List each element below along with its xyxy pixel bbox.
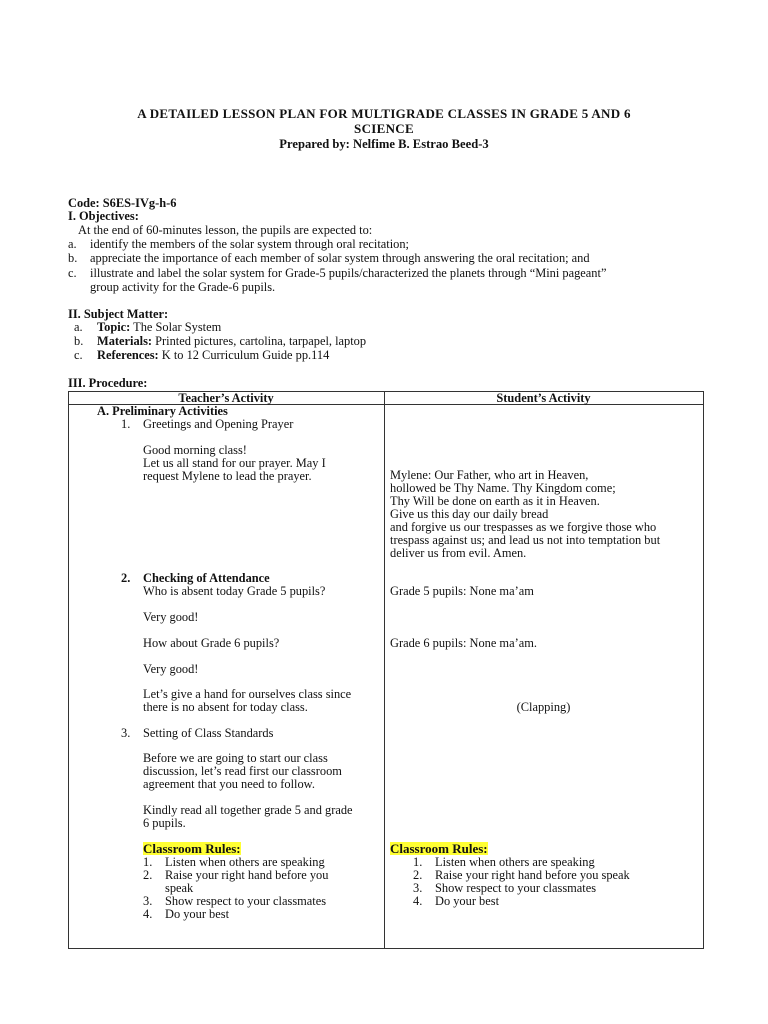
teacher-greeting: Good morning class! — [143, 443, 247, 457]
teacher-attendance-g6: How about Grade 6 pupils? — [143, 636, 280, 650]
teacher-standards-3: agreement that you need to follow. — [143, 777, 315, 791]
subject-materials — [97, 335, 366, 348]
step1-number: 1. — [121, 417, 131, 431]
teacher-very-good-1: Very good! — [143, 610, 199, 624]
subject-a-marker: a. — [74, 320, 83, 334]
teacher-clap-2: there is no absent for today class. — [143, 700, 308, 714]
teacher-very-good-2: Very good! — [143, 662, 199, 676]
objectives-heading: I. Objectives: — [68, 209, 139, 223]
teacher-rule-3: Show respect to your classmates — [165, 894, 327, 908]
student-prayer-7: deliver us from evil. Amen. — [390, 546, 527, 560]
teacher-rule-1: Listen when others are speaking — [165, 855, 325, 869]
procedure-heading: III. Procedure: — [68, 376, 148, 390]
subject-topic — [97, 321, 221, 334]
student-prayer-1: Mylene: Our Father, who art in Heaven, — [390, 468, 589, 482]
teacher-rule-2-cont: speak — [165, 881, 194, 895]
student-prayer-6: trespass against us; and lead us not into temptation but — [390, 533, 661, 547]
student-attendance-g5: Grade 5 pupils: None ma’am — [390, 584, 534, 598]
student-rule-2: Raise your right hand before you speak — [435, 868, 630, 882]
prepared-by: Prepared by: Nelfime B. Estrao Beed-3 — [279, 137, 489, 151]
teacher-standards-4: Kindly read all together grade 5 and grade — [143, 803, 353, 817]
objective-a-marker: a. — [68, 237, 77, 251]
teacher-standards-5: 6 pupils. — [143, 816, 186, 830]
teacher-clap-1: Let’s give a hand for ourselves class since — [143, 687, 352, 701]
student-rules-title: Classroom Rules: — [390, 841, 488, 856]
subject-references — [97, 349, 329, 362]
objective-a-text: identify the members of the solar system through oral recitation; — [90, 237, 409, 251]
teacher-rule-4: Do your best — [165, 907, 230, 921]
objectives-intro: At the end of 60-minutes lesson, the pupils are expected to: — [78, 223, 373, 237]
teacher-rules-title: Classroom Rules: — [143, 841, 241, 856]
teacher-attendance-g5: Who is absent today Grade 5 pupils? — [143, 584, 326, 598]
col-teacher-activity: Teacher’s Activity — [178, 391, 274, 405]
objective-c-marker: c. — [68, 266, 77, 280]
subject-materials-label: Materials: — [97, 334, 153, 348]
subject-topic-label: Topic: — [97, 320, 131, 334]
step2-title: Checking of Attendance — [143, 571, 270, 585]
subject-topic-value: The Solar System — [130, 320, 222, 334]
objective-b-marker: b. — [68, 251, 78, 265]
teacher-prayer-request-1: Let us all stand for our prayer. May I — [143, 456, 326, 470]
doc-title-line2: SCIENCE — [354, 121, 414, 136]
student-attendance-g6: Grade 6 pupils: None ma’am. — [390, 636, 537, 650]
subject-materials-value: Printed pictures, cartolina, tarpapel, laptop — [152, 334, 367, 348]
step3-title: Setting of Class Standards — [143, 726, 274, 740]
student-rule-1-number: 1. — [413, 855, 423, 869]
student-rule-1: Listen when others are speaking — [435, 855, 595, 869]
objective-c-cont: group activity for the Grade-6 pupils. — [90, 280, 276, 294]
teacher-rule-4-number: 4. — [143, 907, 153, 921]
subject-references-value: K to 12 Curriculum Guide pp.114 — [158, 348, 330, 362]
student-rule-3-number: 3. — [413, 881, 423, 895]
teacher-prayer-request-2: request Mylene to lead the prayer. — [143, 469, 312, 483]
objective-b-text: appreciate the importance of each member of solar system through answering the oral recitation; and — [90, 251, 590, 265]
objective-c-text: illustrate and label the solar system for Grade-5 pupils/characterized the planets through “Mini pageant” — [90, 266, 607, 280]
student-clapping: (Clapping) — [516, 700, 571, 714]
teacher-standards-1: Before we are going to start our class — [143, 751, 328, 765]
student-rule-4-number: 4. — [413, 894, 423, 908]
student-prayer-3: Thy Will be done on earth as it in Heaven. — [390, 494, 600, 508]
student-prayer-4: Give us this day our daily bread — [390, 507, 549, 521]
teacher-rule-2: Raise your right hand before you — [165, 868, 329, 882]
step2-number: 2. — [121, 571, 131, 585]
student-prayer-5: and forgive us our trespasses as we forgive those who — [390, 520, 657, 534]
subject-references-label: References: — [97, 348, 159, 362]
step1-title: Greetings and Opening Prayer — [143, 417, 294, 431]
teacher-rule-1-number: 1. — [143, 855, 153, 869]
section-preliminary-activities: A. Preliminary Activities — [97, 404, 228, 418]
student-rule-2-number: 2. — [413, 868, 423, 882]
student-prayer-2: hollowed be Thy Name. Thy Kingdom come; — [390, 481, 616, 495]
subject-c-marker: c. — [74, 348, 83, 362]
teacher-standards-2: discussion, let’s read first our classroom — [143, 764, 342, 778]
teacher-rule-2-number: 2. — [143, 868, 153, 882]
subject-matter-heading: II. Subject Matter: — [68, 307, 169, 321]
student-rule-3: Show respect to your classmates — [435, 881, 597, 895]
subject-b-marker: b. — [74, 334, 84, 348]
teacher-rule-3-number: 3. — [143, 894, 153, 908]
table-column-divider — [384, 391, 385, 948]
col-student-activity: Student’s Activity — [496, 391, 591, 405]
doc-title-line1: A DETAILED LESSON PLAN FOR MULTIGRADE CLASSES IN GRADE 5 AND 6 — [137, 106, 631, 121]
lesson-code: Code: S6ES-IVg-h-6 — [68, 196, 177, 210]
step3-number: 3. — [121, 726, 131, 740]
student-rule-4: Do your best — [435, 894, 500, 908]
